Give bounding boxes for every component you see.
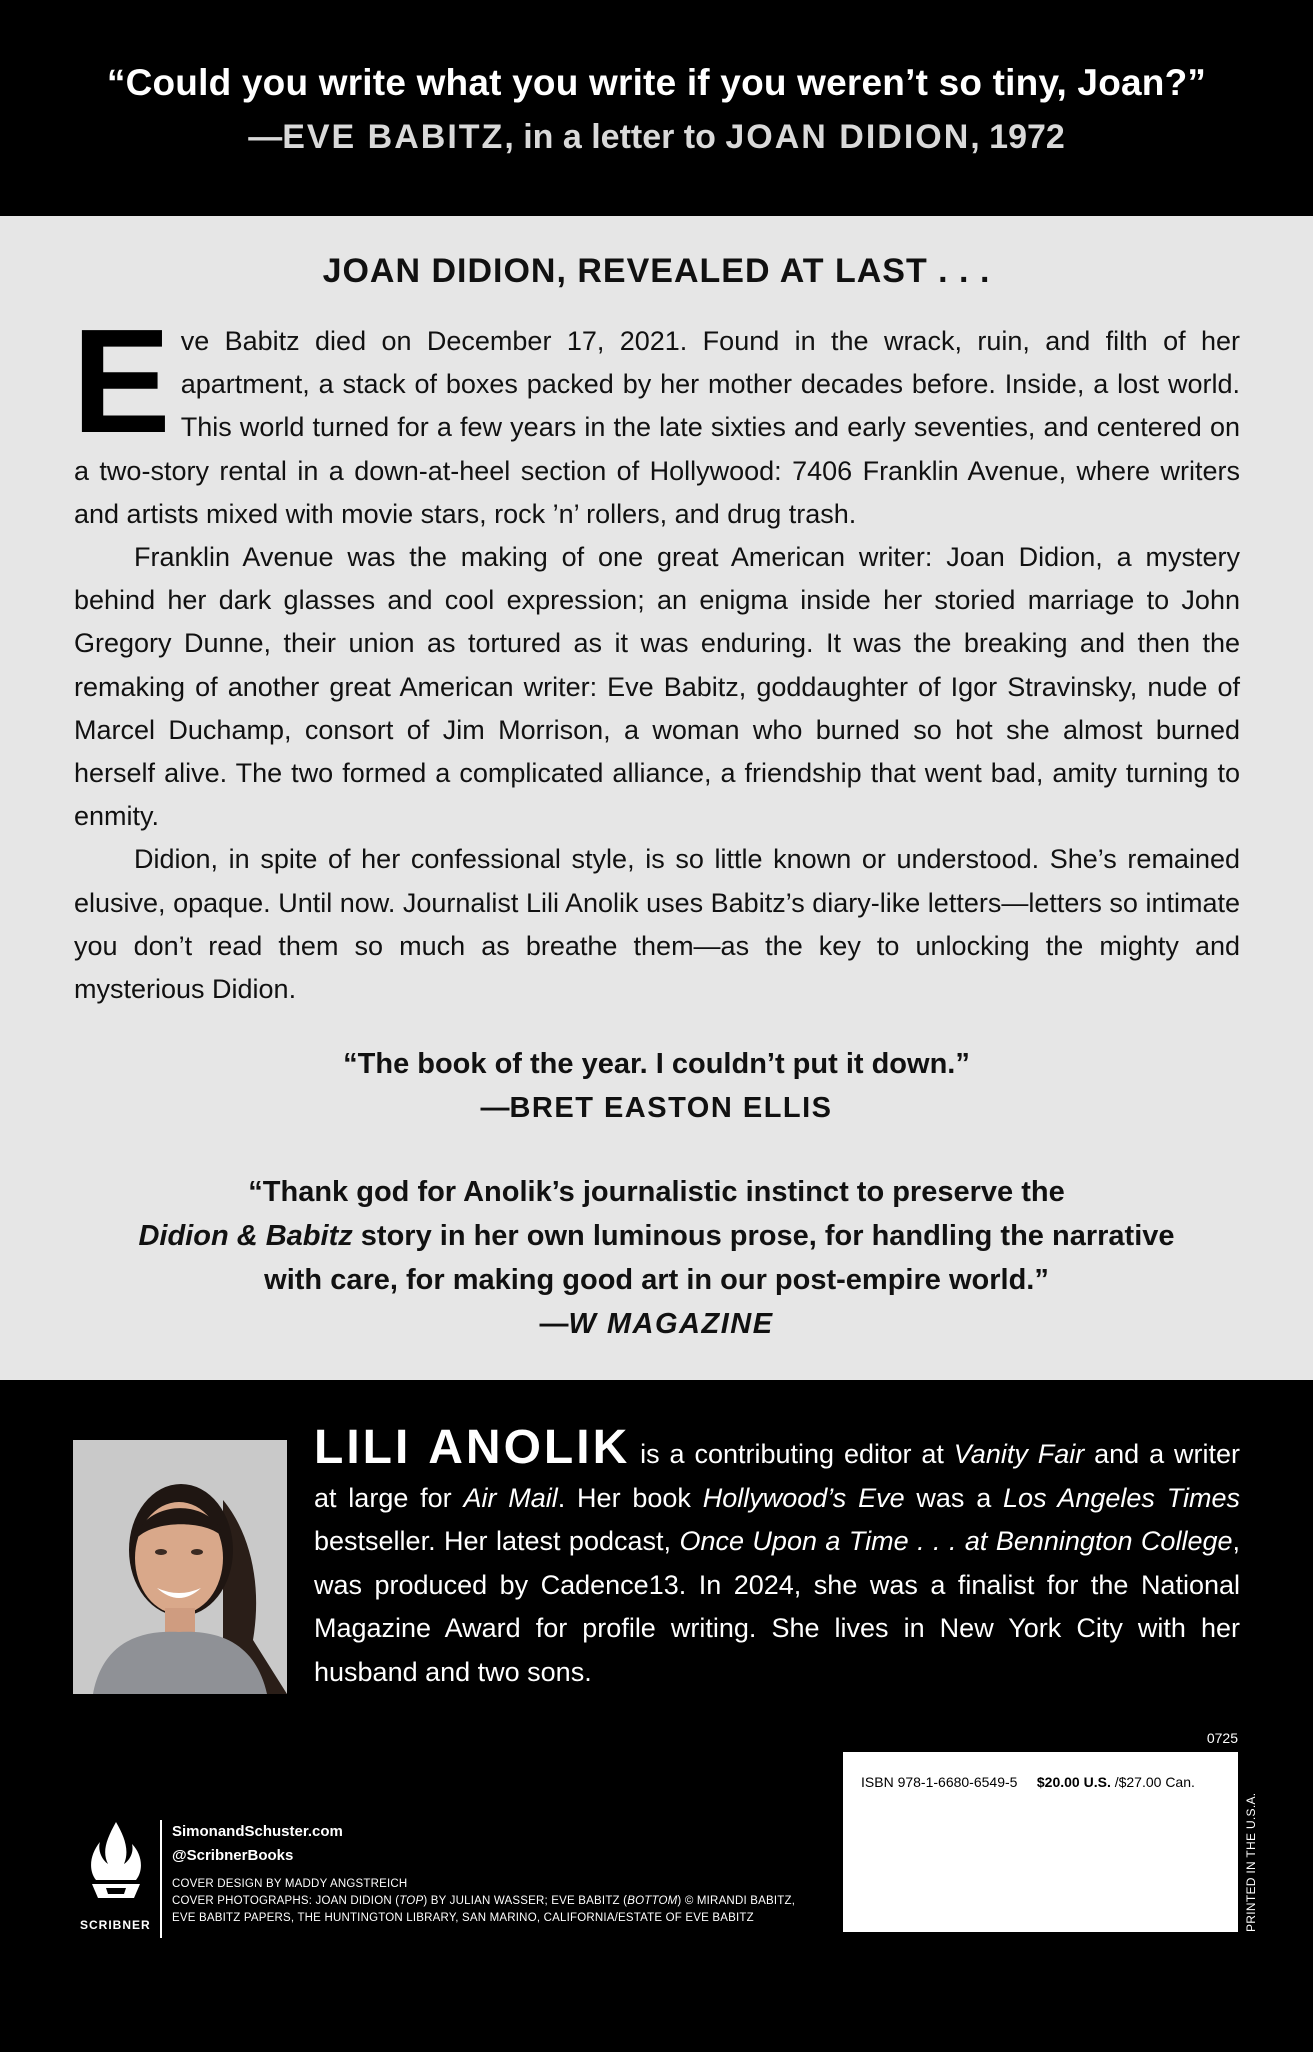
bio-vanity-fair: Vanity Fair <box>953 1439 1085 1469</box>
description-body <box>72 299 1240 1011</box>
isbn: ISBN 978-1-6680-6549-5 <box>861 1774 1018 1790</box>
design-credit: COVER DESIGN BY MADDY ANGSTREICH <box>172 1878 408 1890</box>
bio-text-6: , was produced by Cadence13. In 2024, she was a finalist for the National Magazine Award for profile writing. She lives in New York City with her husband and two sons. <box>314 1526 1241 1687</box>
bio-text-4: was a <box>904 1482 1004 1513</box>
blurb-w-line-2 <box>0 1214 1313 1258</box>
publisher-credits <box>172 1820 812 1927</box>
bio-text-2: and a writer at large for <box>314 1439 1240 1513</box>
blurb-ellis-attribution <box>0 1086 1313 1130</box>
flame-logo-icon <box>76 1818 156 1918</box>
price-can: /$27.00 Can. <box>1110 1774 1195 1790</box>
photo-credit-b: ) BY JULIAN WASSER; EVE BABITZ ( <box>423 1895 628 1907</box>
bio-text-1: is a contributing editor at <box>630 1439 954 1469</box>
paragraph-1-text: ve Babitz died on December 17, 2021. Found in the wrack, ruin, and filth of her apartment, a stack of boxes packed by her mother decades before. Inside, a lost world. This world turned for a few years in the late sixties and early seventies, and centered on a two-story rental in a down-at-heel section of Hollywood: 7406 Franklin Avenue, where writers and artists mixed with movie stars, rock ’n’ rollers, and drug trash. <box>74 326 1240 529</box>
publisher-website[interactable]: SimonandSchuster.com <box>172 1823 343 1840</box>
headline: JOAN DIDION, REVEALED AT LAST . . . <box>322 252 991 290</box>
photo-credit-c: ) © MIRANDI BABITZ, <box>677 1895 796 1907</box>
drop-cap: E <box>72 299 171 464</box>
blurb-w-dash: — <box>539 1308 569 1340</box>
blurb-ellis-dash: — <box>480 1092 510 1124</box>
paragraph-3: Didion, in spite of her confessional style, is so little known or understood. She’s remained elusive, opaque. Until now. Journalist Lili Anolik uses Babitz’s diary-like letters—letters so intimate you don’t read them so much as breathe them—as the key to unlocking the mighty and mysterious Didion. <box>74 844 1240 1005</box>
price-code: 0725 <box>1206 1730 1238 1746</box>
epigraph-author: EVE BABITZ <box>282 118 505 156</box>
top-quote-band <box>0 0 1313 216</box>
blurb-w-title: Didion & Babitz <box>138 1220 353 1252</box>
publisher-handle[interactable]: @ScribnerBooks <box>172 1847 294 1864</box>
blurb-w-attribution <box>0 1302 1313 1346</box>
author-photo <box>73 1440 287 1694</box>
scribner-label: SCRIBNER <box>80 1918 151 1932</box>
bio-la-times: Los Angeles Times <box>1003 1482 1240 1513</box>
description-panel <box>0 216 1313 1380</box>
blurb-w-line-2-rest: story in her own luminous prose, for handling the narrative <box>352 1220 1175 1252</box>
printed-in-usa-text: PRINTED IN THE U.S.A. <box>1244 1792 1258 1932</box>
blurb-w-magazine <box>0 1170 1313 1346</box>
paragraph-1 <box>72 299 1240 536</box>
epigraph-quote: “Could you write what you write if you weren’t so tiny, Joan?” <box>106 62 1207 103</box>
blurb-w-name: W MAGAZINE <box>568 1308 774 1340</box>
blurb-ellis-quote: “The book of the year. I couldn’t put it down.” <box>343 1048 970 1080</box>
printed-in-usa <box>1244 1792 1264 2052</box>
epigraph-recipient: JOAN DIDION <box>725 118 971 156</box>
author-bio <box>314 1421 1241 1694</box>
barcode-box <box>843 1752 1238 1932</box>
paragraph-2: Franklin Avenue was the making of one great American writer: Joan Didion, a mystery behind her dark glasses and cool expression; an enigma inside her storied marriage to John Gregory Dunne, their union as tortured as it was enduring. It was the breaking and then the remaking of another great American writer: Eve Babitz, goddaughter of Igor Stravinsky, nude of Marcel Duchamp, consort of Jim Morrison, a woman who burned so hot she almost burned herself alive. The two formed a complicated alliance, a friendship that went bad, amity turning to enmity. <box>74 542 1240 832</box>
blurb-w-line-3: with care, for making good art in our post-empire world.” <box>264 1264 1049 1296</box>
photo-credit-bottom: BOTTOM <box>627 1895 678 1907</box>
blurb-ellis-name: BRET EASTON ELLIS <box>509 1092 833 1124</box>
bio-air-mail: Air Mail <box>463 1482 558 1513</box>
photo-credit-a: COVER PHOTOGRAPHS: JOAN DIDION ( <box>172 1895 400 1907</box>
bio-hollywoods-eve: Hollywood’s Eve <box>702 1482 905 1513</box>
epigraph-year: , 1972 <box>970 118 1065 156</box>
publisher-divider <box>160 1820 162 1938</box>
epigraph-attribution <box>0 118 1313 157</box>
author-portrait-icon <box>73 1440 287 1694</box>
blurb-w-line-1: “Thank god for Anolik’s journalistic instinct to preserve the <box>248 1176 1065 1208</box>
epigraph-mid: , in a letter to <box>504 118 726 156</box>
bio-text-5: bestseller. Her latest podcast, <box>314 1526 680 1556</box>
author-name: LILI ANOLIK <box>314 1421 631 1474</box>
photo-credit-top: TOP <box>399 1895 424 1907</box>
bio-text-3: . Her book <box>557 1482 703 1513</box>
blurb-ellis <box>0 1042 1313 1130</box>
isbn-price-line <box>861 1774 1195 1790</box>
photo-credit-line-2: EVE BABITZ PAPERS, THE HUNTINGTON LIBRARY, SAN MARINO, CALIFORNIA/ESTATE OF EVE BABITZ <box>172 1912 754 1924</box>
bio-podcast-title: Once Upon a Time . . . at Bennington College <box>679 1526 1233 1556</box>
price-us: $20.00 U.S. <box>1036 1774 1111 1790</box>
epigraph-dash: — <box>248 118 283 156</box>
photo-credit-line-1 <box>172 1893 812 1910</box>
